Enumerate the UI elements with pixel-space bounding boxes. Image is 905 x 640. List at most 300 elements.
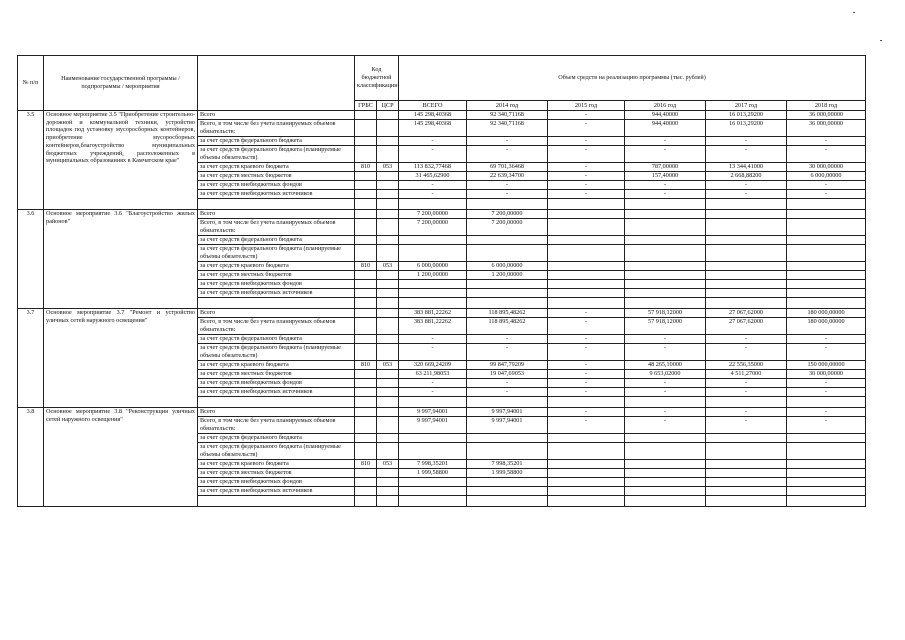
table-row [18,210,866,219]
funding-source: за счет средств федерального бюджета [198,137,355,146]
grbs-code [355,344,377,361]
spacer-cell [787,496,866,507]
amount-total: 63 211,98053 [399,370,467,379]
grbs-code [355,120,377,137]
csr-code [377,487,399,496]
grbs-code: 810 [355,163,377,172]
amount-y2015 [548,245,625,262]
grbs-code [355,280,377,289]
funding-source: за счет средств внебюджетных источников [198,388,355,397]
amount-y2014: - [467,137,548,146]
grbs-code [355,487,377,496]
amount-y2018: 180 000,00000 [787,318,866,335]
amount-y2017 [706,443,787,460]
amount-y2016: - [625,146,706,163]
spacer-cell [548,397,625,408]
csr-code [377,434,399,443]
funding-source: за счет средств внебюджетных фондов [198,379,355,388]
table-row [18,309,866,318]
amount-y2017: - [706,379,787,388]
amount-y2017 [706,271,787,280]
spacer-cell [399,496,467,507]
csr-code [377,271,399,280]
csr-code: 053 [377,163,399,172]
funding-source: Всего [198,309,355,318]
amount-y2015 [548,434,625,443]
amount-y2018: - [787,137,866,146]
amount-y2015 [548,280,625,289]
spacer-cell [787,298,866,309]
amount-total: 7 998,35201 [399,460,467,469]
csr-code [377,245,399,262]
amount-y2015 [548,487,625,496]
amount-y2014: 92 340,71168 [467,111,548,120]
grbs-code [355,219,377,236]
amount-total: - [399,344,467,361]
amount-y2018: - [787,344,866,361]
amount-y2014: 22 639,34700 [467,172,548,181]
amount-total: 145 298,40368 [399,111,467,120]
col-header-volume: Объем средств на реализацию программы (тыс. рублей) [399,56,866,101]
spacer-cell [548,298,625,309]
amount-y2017: - [706,190,787,199]
funding-table-page [17,55,865,507]
amount-y2015 [548,478,625,487]
csr-code [377,379,399,388]
amount-y2016 [625,443,706,460]
spacer-cell [377,298,399,309]
amount-y2014: - [467,181,548,190]
spacer-cell [377,199,399,210]
amount-y2014: - [467,344,548,361]
amount-y2017: - [706,344,787,361]
amount-y2015: - [548,172,625,181]
amount-y2018 [787,210,866,219]
csr-code [377,289,399,298]
funding-source: Всего [198,210,355,219]
amount-y2016: 57 918,12000 [625,309,706,318]
grbs-code [355,137,377,146]
amount-y2014 [467,236,548,245]
amount-y2017 [706,487,787,496]
amount-y2015 [548,289,625,298]
amount-y2018: 30 000,00000 [787,370,866,379]
grbs-code [355,309,377,318]
amount-y2015: - [548,408,625,417]
funding-source: за счет средств федерального бюджета (планируемые объемы обязательств) [198,245,355,262]
grbs-code: 810 [355,262,377,271]
amount-y2016 [625,271,706,280]
grbs-code [355,370,377,379]
amount-total [399,443,467,460]
amount-y2016 [625,478,706,487]
amount-y2016: - [625,335,706,344]
amount-y2016 [625,236,706,245]
row-number: 3.5 [18,111,44,210]
amount-y2016: - [625,190,706,199]
spacer-cell [355,298,377,309]
amount-total: 31 465,62900 [399,172,467,181]
amount-y2017: - [706,146,787,163]
measure-name: Основное мероприятие 3.7 "Ремонт и устройство уличных сетей наружного освещения" [44,309,198,408]
spacer-cell [787,397,866,408]
funding-source: за счет средств внебюджетных источников [198,190,355,199]
grbs-code [355,408,377,417]
amount-y2017 [706,280,787,289]
funding-source: за счет средств краевого бюджета [198,163,355,172]
amount-y2017 [706,262,787,271]
amount-y2017 [706,236,787,245]
spacer-cell [377,496,399,507]
measure-name: Основное мероприятие 3.5 "Приобретение строительно-дорожной и коммунальной техники, устройство площадок под установку мусоросборных контейнеров, приобретение мусоросборных контейнеров,благоустройство муниципальных бюджетных учреждений, расположенных в муниципальных образованиях в Камчатском крае" [44,111,198,210]
amount-y2015: - [548,137,625,146]
grbs-code [355,181,377,190]
csr-code [377,478,399,487]
amount-y2015 [548,219,625,236]
table-row [18,111,866,120]
spacer-cell [467,298,548,309]
amount-y2016 [625,210,706,219]
funding-source: за счет средств местных бюджетов [198,271,355,280]
spacer-cell [377,397,399,408]
amount-y2017: 27 067,62000 [706,309,787,318]
amount-y2014: 99 847,79209 [467,361,548,370]
spacer-cell [625,397,706,408]
amount-y2016: - [625,408,706,417]
amount-y2016 [625,460,706,469]
amount-y2016: - [625,344,706,361]
amount-y2017: 16 013,29200 [706,120,787,137]
amount-y2017: 4 511,27000 [706,370,787,379]
amount-total: 7 200,00000 [399,210,467,219]
amount-y2015: - [548,417,625,434]
amount-y2018: 6 000,00000 [787,172,866,181]
col-header-csr: ЦСР [377,101,399,111]
amount-y2018: 36 000,00000 [787,111,866,120]
funding-source: за счет средств местных бюджетов [198,172,355,181]
grbs-code [355,289,377,298]
amount-y2014: - [467,379,548,388]
amount-y2015 [548,469,625,478]
csr-code [377,190,399,199]
amount-y2017 [706,460,787,469]
funding-source: за счет средств внебюджетных фондов [198,280,355,289]
csr-code [377,370,399,379]
csr-code [377,111,399,120]
amount-total: 320 669,24209 [399,361,467,370]
csr-code [377,181,399,190]
spacer-cell [548,199,625,210]
funding-source: за счет средств федерального бюджета (планируемые объемы обязательств) [198,146,355,163]
spacer-cell [399,397,467,408]
funding-source: Всего, в том числе без учета планируемых объемов обязательств: [198,219,355,236]
spacer-cell [625,298,706,309]
amount-y2016: - [625,417,706,434]
csr-code [377,309,399,318]
amount-total: - [399,146,467,163]
csr-code [377,335,399,344]
amount-y2018 [787,478,866,487]
amount-y2015: - [548,120,625,137]
amount-total: - [399,379,467,388]
funding-source: за счет средств федерального бюджета (планируемые объемы обязательств) [198,344,355,361]
amount-y2017 [706,469,787,478]
amount-y2018 [787,236,866,245]
amount-total: 1 999,58800 [399,469,467,478]
amount-y2016: - [625,388,706,397]
spacer-cell [467,496,548,507]
funding-source: за счет средств федерального бюджета [198,434,355,443]
grbs-code [355,146,377,163]
amount-y2018: - [787,190,866,199]
csr-code [377,146,399,163]
amount-y2015: - [548,335,625,344]
amount-y2018 [787,219,866,236]
row-number: 3.8 [18,408,44,507]
amount-y2016 [625,487,706,496]
funding-source: за счет средств краевого бюджета [198,460,355,469]
spacer-cell [706,496,787,507]
spacer-cell [399,298,467,309]
amount-y2014: 92 340,71168 [467,120,548,137]
col-header-grbs: ГРБС [355,101,377,111]
amount-y2016: - [625,181,706,190]
amount-y2018 [787,271,866,280]
amount-y2017: - [706,408,787,417]
csr-code [377,219,399,236]
amount-y2018 [787,460,866,469]
amount-total: 383 881,22262 [399,318,467,335]
amount-y2017 [706,289,787,298]
amount-y2016: 48 265,10000 [625,361,706,370]
grbs-code [355,443,377,460]
spacer-cell [467,199,548,210]
amount-y2014 [467,478,548,487]
spacer-cell [625,496,706,507]
amount-y2017 [706,478,787,487]
amount-y2018 [787,280,866,289]
amount-y2014: 118 895,48262 [467,318,548,335]
spacer-cell [198,397,355,408]
amount-y2017: - [706,335,787,344]
funding-source: за счет средств краевого бюджета [198,262,355,271]
csr-code: 053 [377,460,399,469]
csr-code [377,344,399,361]
funding-source: за счет средств федерального бюджета (планируемые объемы обязательств) [198,443,355,460]
amount-y2018: - [787,146,866,163]
amount-total: 9 997,94001 [399,408,467,417]
spacer-cell [399,199,467,210]
funding-source: Всего, в том числе без учета планируемых объемов обязательств: [198,318,355,335]
amount-y2017: 22 556,35000 [706,361,787,370]
amount-y2016 [625,262,706,271]
scan-speck [853,12,855,13]
spacer-cell [706,298,787,309]
grbs-code [355,335,377,344]
col-header-total: ВСЕГО [399,101,467,111]
amount-y2018: 150 000,00000 [787,361,866,370]
amount-y2014 [467,487,548,496]
amount-y2016: 787,00000 [625,163,706,172]
amount-y2014: - [467,388,548,397]
amount-y2014: 1 200,00000 [467,271,548,280]
grbs-code [355,245,377,262]
amount-y2017: - [706,181,787,190]
amount-y2014 [467,245,548,262]
measure-name: Основное мероприятие 3.8 "Реконструкция уличных сетей наружного освещения" [44,408,198,507]
amount-y2016: 9 653,02000 [625,370,706,379]
spacer-cell [706,199,787,210]
funding-source: за счет средств внебюджетных фондов [198,478,355,487]
amount-y2017 [706,219,787,236]
csr-code [377,137,399,146]
col-header-2015: 2015 год [548,101,625,111]
amount-total [399,280,467,289]
amount-total: - [399,335,467,344]
funding-source: Всего, в том числе без учета планируемых объемов обязательств: [198,417,355,434]
funding-source: Всего [198,111,355,120]
grbs-code [355,434,377,443]
funding-source: за счет средств внебюджетных источников [198,487,355,496]
amount-y2018 [787,262,866,271]
grbs-code: 810 [355,460,377,469]
funding-table [17,55,866,507]
amount-y2015: - [548,344,625,361]
amount-y2018: 36 000,00000 [787,120,866,137]
funding-source: за счет средств федерального бюджета [198,335,355,344]
grbs-code [355,379,377,388]
amount-y2015 [548,236,625,245]
funding-source: Всего [198,408,355,417]
amount-y2018: - [787,379,866,388]
amount-y2015 [548,271,625,280]
amount-y2015 [548,262,625,271]
amount-y2018 [787,245,866,262]
amount-y2014 [467,280,548,289]
amount-y2017: - [706,137,787,146]
amount-y2017: - [706,417,787,434]
amount-y2018: - [787,181,866,190]
col-header-name: Наименование государственной программы / подпрограммы / мероприятия [44,56,198,111]
amount-y2018: - [787,388,866,397]
header-row [18,56,866,101]
col-header-code: Код бюджетной классификации [355,56,399,101]
amount-y2015: - [548,190,625,199]
amount-total: 1 200,00000 [399,271,467,280]
csr-code [377,469,399,478]
amount-y2016: - [625,137,706,146]
grbs-code [355,417,377,434]
amount-y2014 [467,434,548,443]
amount-y2017 [706,245,787,262]
row-number: 3.6 [18,210,44,309]
amount-y2014 [467,443,548,460]
csr-code [377,236,399,245]
col-header-num: № п/п [18,56,44,111]
amount-y2018: 30 000,00000 [787,163,866,172]
grbs-code [355,388,377,397]
amount-y2016: 944,40000 [625,111,706,120]
spacer-cell [198,298,355,309]
amount-y2014: - [467,335,548,344]
table-row [18,408,866,417]
amount-y2014: 69 701,36468 [467,163,548,172]
amount-total [399,236,467,245]
amount-y2017 [706,210,787,219]
amount-total: - [399,181,467,190]
amount-total: 7 200,00000 [399,219,467,236]
amount-y2016: 157,40000 [625,172,706,181]
csr-code [377,318,399,335]
amount-y2015: - [548,370,625,379]
grbs-code: 810 [355,361,377,370]
grbs-code [355,210,377,219]
amount-y2014: 6 000,00000 [467,262,548,271]
amount-y2017: 13 344,41000 [706,163,787,172]
amount-y2018: - [787,408,866,417]
amount-total: 113 832,77468 [399,163,467,172]
amount-y2015: - [548,146,625,163]
amount-y2018 [787,469,866,478]
amount-y2016 [625,245,706,262]
amount-total [399,478,467,487]
grbs-code [355,236,377,245]
amount-total [399,289,467,298]
amount-y2017 [706,434,787,443]
amount-y2016 [625,289,706,298]
amount-y2015 [548,210,625,219]
csr-code [377,172,399,181]
spacer-cell [625,199,706,210]
amount-total: 383 881,22262 [399,309,467,318]
amount-y2015: - [548,111,625,120]
csr-code [377,120,399,137]
csr-code [377,210,399,219]
grbs-code [355,111,377,120]
amount-y2015 [548,460,625,469]
spacer-cell [467,397,548,408]
amount-y2014: 7 200,00000 [467,210,548,219]
col-header-2014: 2014 год [467,101,548,111]
scan-speck [880,40,882,41]
csr-code [377,417,399,434]
amount-y2014: 19 047,69053 [467,370,548,379]
amount-total: 6 000,00000 [399,262,467,271]
csr-code [377,408,399,417]
col-header-2018: 2018 год [787,101,866,111]
amount-total [399,487,467,496]
amount-y2014: 7 998,35201 [467,460,548,469]
amount-y2015 [548,443,625,460]
amount-y2015: - [548,163,625,172]
amount-y2018: - [787,335,866,344]
amount-y2015: - [548,309,625,318]
grbs-code [355,469,377,478]
amount-y2017: 2 668,88200 [706,172,787,181]
funding-source: за счет средств краевого бюджета [198,361,355,370]
amount-y2018 [787,487,866,496]
amount-total: - [399,388,467,397]
amount-y2016 [625,219,706,236]
amount-y2015: - [548,379,625,388]
funding-source: Всего, в том числе без учета планируемых объемов обязательств: [198,120,355,137]
amount-y2018 [787,443,866,460]
amount-y2014: 9 997,94001 [467,408,548,417]
amount-y2014: - [467,190,548,199]
amount-total: - [399,137,467,146]
funding-source: за счет средств местных бюджетов [198,370,355,379]
measure-name: Основное мероприятие 3.6 "Благоустройство жилых районов" [44,210,198,309]
